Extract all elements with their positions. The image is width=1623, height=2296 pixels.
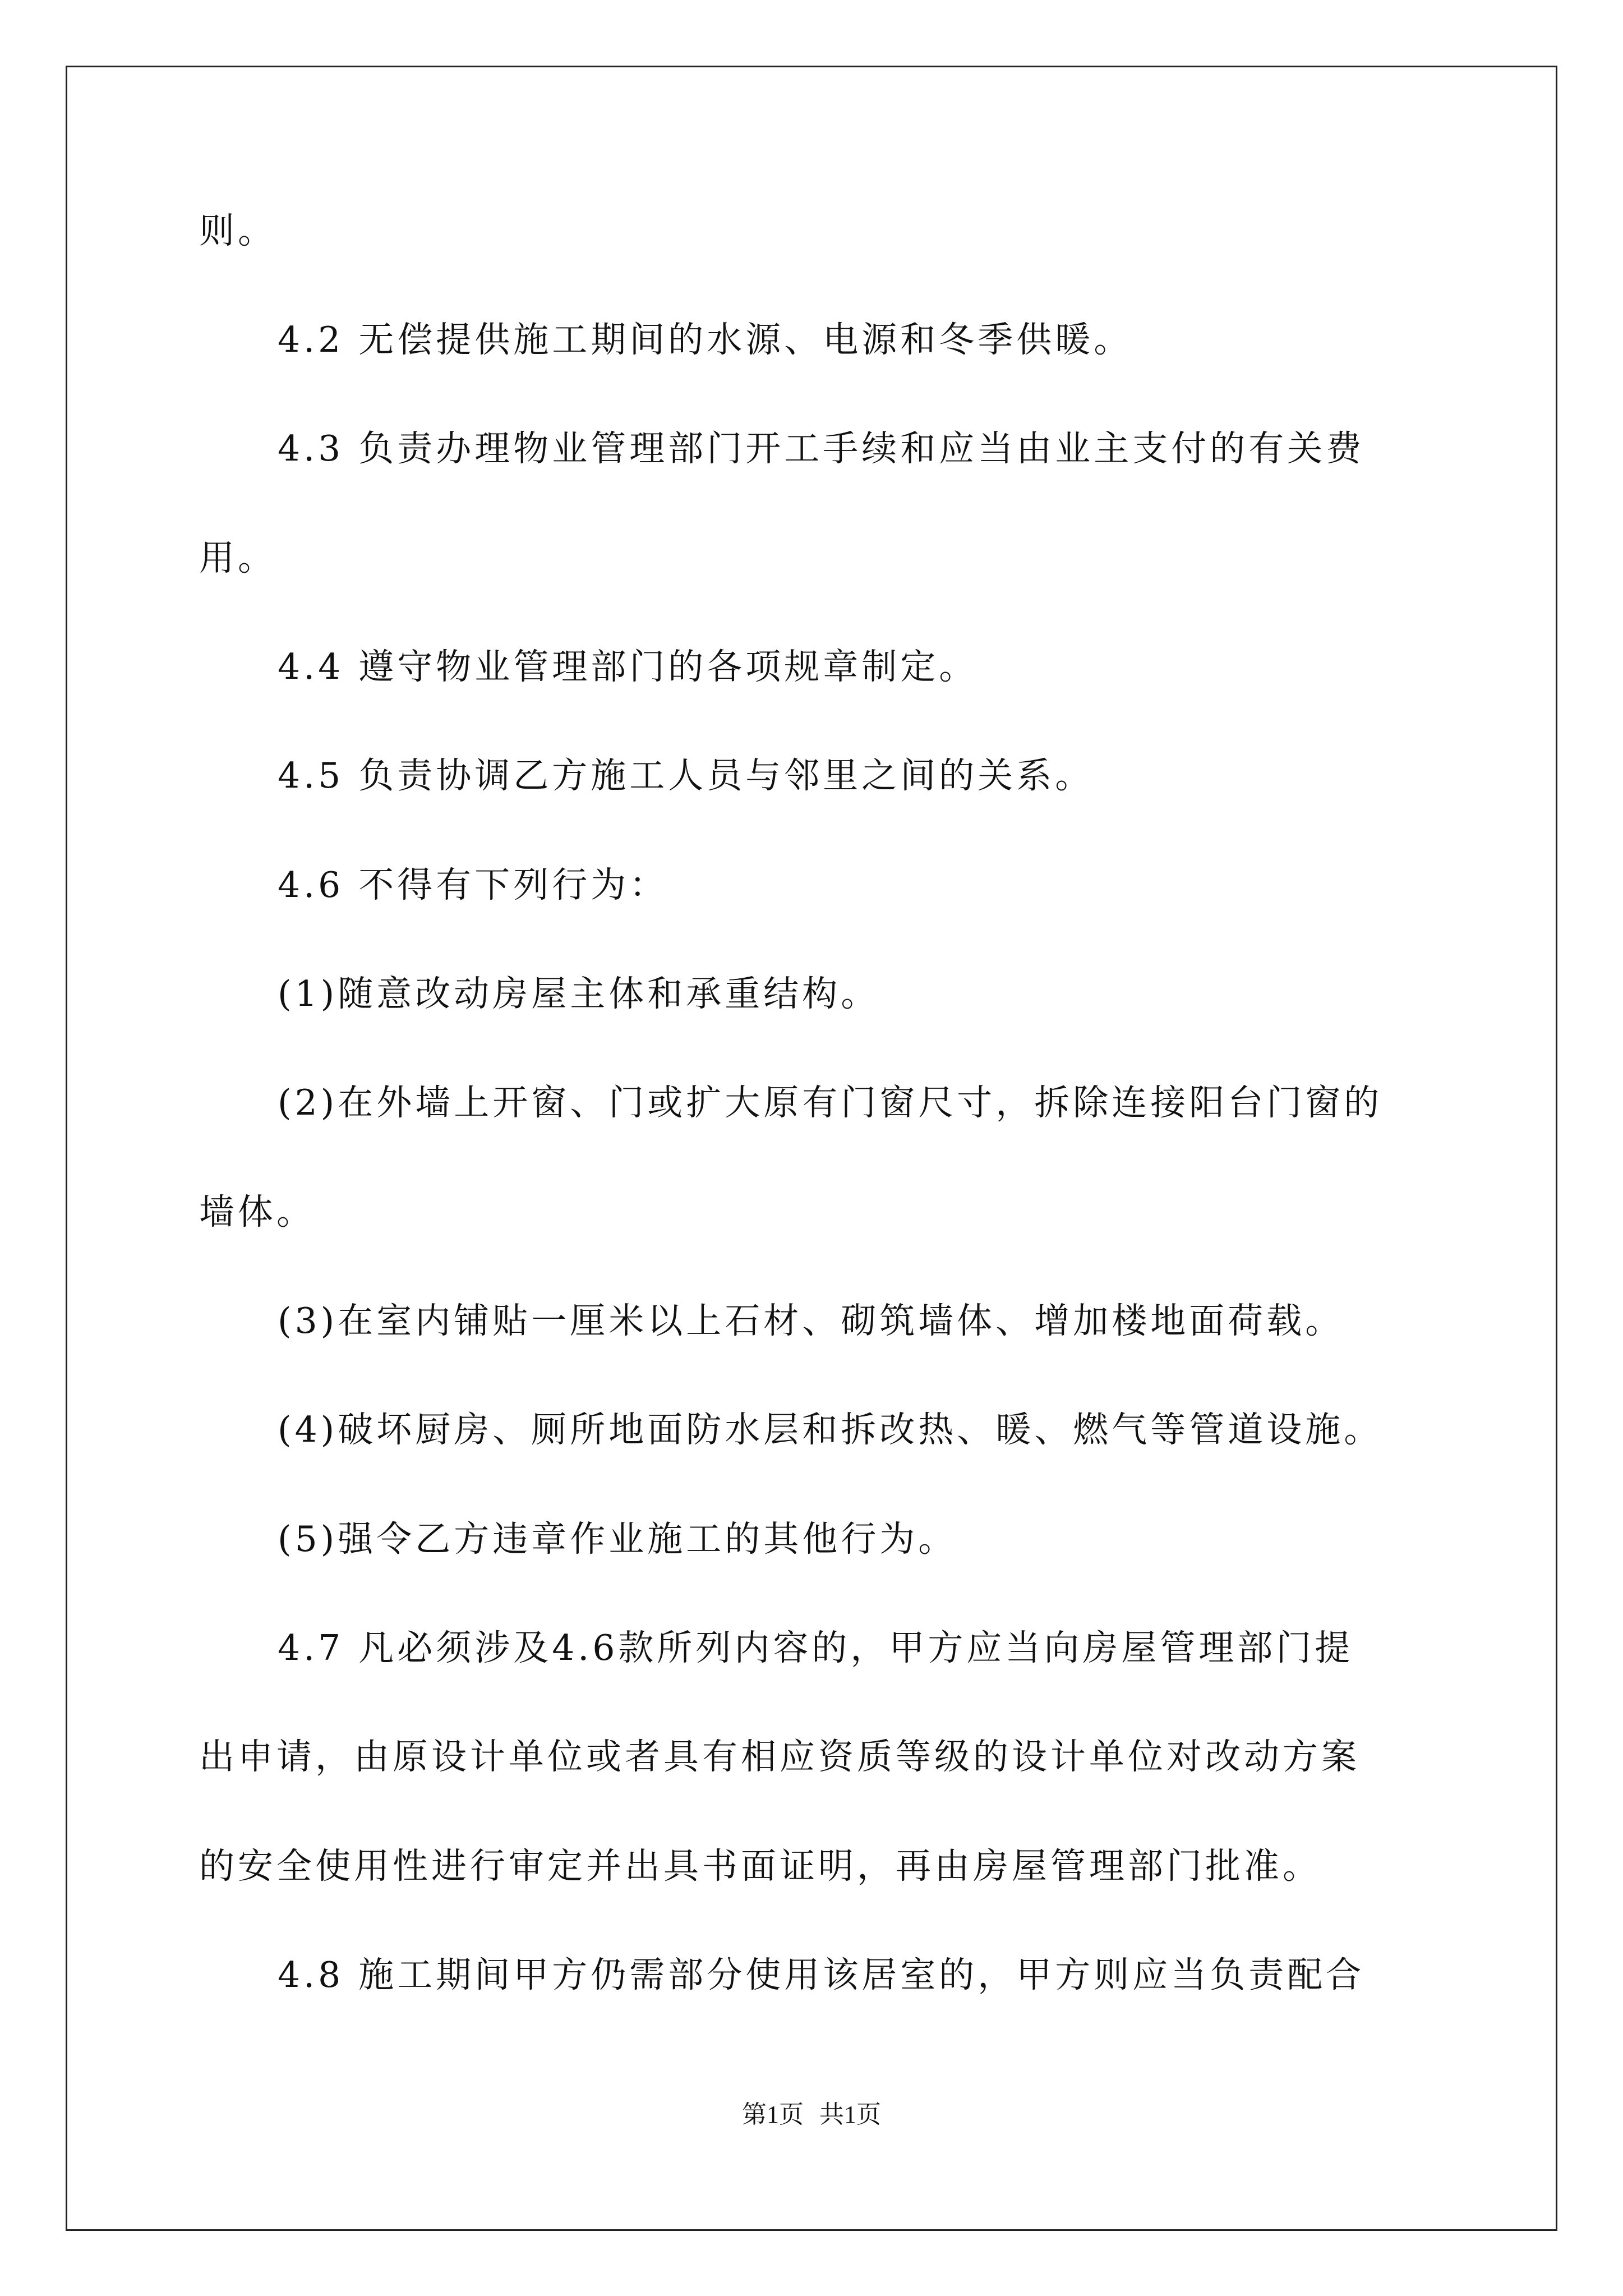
text-line: 墙体。 — [199, 1191, 315, 1232]
text-line: (4)破坏厨房、厕所地面防水层和拆改热、暖、燃气等管道设施。 — [278, 1409, 1383, 1450]
text-line: 4.7 凡必须涉及4.6款所列内容的，甲方应当向房屋管理部门提 — [278, 1627, 1354, 1668]
text-line: 4.4 遵守物业管理部门的各项规章制定。 — [278, 646, 978, 687]
page-number: 第1页 — [742, 2101, 804, 2128]
text-line: (5)强令乙方违章作业施工的其他行为。 — [278, 1519, 957, 1559]
text-line: (1)随意改动房屋主体和承重结构。 — [278, 973, 880, 1014]
page-border — [66, 66, 1557, 2231]
text-line: 4.6 不得有下列行为： — [278, 864, 668, 905]
text-line: 4.8 施工期间甲方仍需部分使用该居室的，甲方则应当负责配合 — [278, 1954, 1365, 1995]
text-line: 则。 — [199, 210, 276, 251]
page-total: 共1页 — [819, 2101, 881, 2128]
text-line: 用。 — [199, 537, 276, 578]
text-line: 4.5 负责协调乙方施工人员与邻里之间的关系。 — [278, 755, 1094, 796]
page-footer — [0, 2098, 1623, 2132]
text-line: 的安全使用性进行审定并出具书面证明，再由房屋管理部门批准。 — [199, 1846, 1321, 1887]
text-line: (2)在外墙上开窗、门或扩大原有门窗尺寸，拆除连接阳台门窗的 — [278, 1082, 1383, 1123]
text-line: 4.3 负责办理物业管理部门开工手续和应当由业主支付的有关费 — [278, 428, 1365, 469]
text-line: (3)在室内铺贴一厘米以上石材、砌筑墙体、增加楼地面荷载。 — [278, 1300, 1344, 1341]
text-line: 4.2 无偿提供施工期间的水源、电源和冬季供暖。 — [278, 319, 1133, 360]
text-line: 出申请，由原设计单位或者具有相应资质等级的设计单位对改动方案 — [199, 1736, 1360, 1777]
